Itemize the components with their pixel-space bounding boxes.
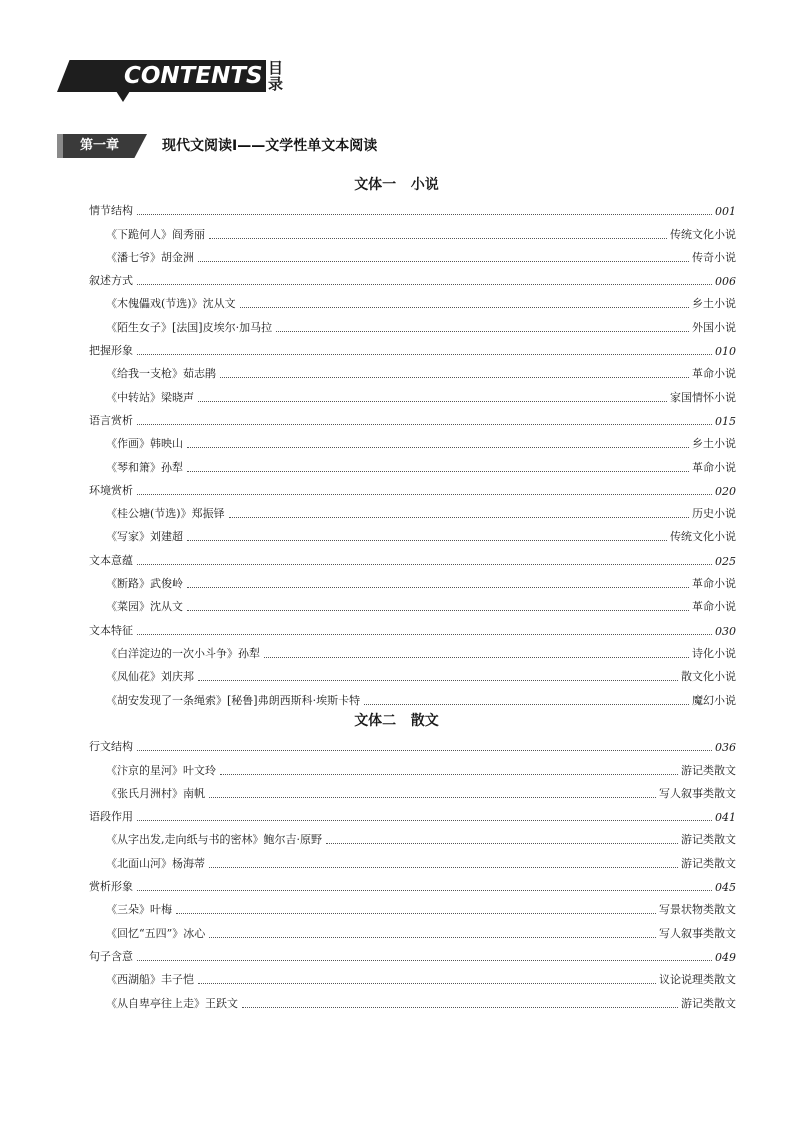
page-number: 025 bbox=[715, 554, 736, 568]
dot-leader bbox=[176, 912, 656, 914]
topic-title: 句子含意 bbox=[89, 949, 133, 963]
item-title: 《琴和箫》孙犁 bbox=[106, 460, 183, 474]
dot-leader bbox=[137, 819, 712, 821]
page-number: 001 bbox=[715, 205, 736, 219]
toc-item-row[interactable] bbox=[89, 428, 736, 451]
item-title: 《木傀儡戏(节选)》沈从文 bbox=[106, 297, 236, 311]
item-title: 《作画》韩映山 bbox=[106, 437, 183, 451]
item-genre: 传统文化小说 bbox=[670, 530, 736, 544]
toc-item-row[interactable] bbox=[89, 894, 736, 917]
contents-title: CONTENTS bbox=[124, 63, 263, 89]
toc-item-row[interactable] bbox=[89, 661, 736, 684]
item-title: 《给我一支枪》茹志鹃 bbox=[106, 367, 216, 381]
item-title: 《白洋淀边的一次小斗争》孙犁 bbox=[106, 646, 260, 660]
topic-title: 赏析形象 bbox=[89, 880, 133, 894]
contents-title-cn: 目录 bbox=[268, 59, 284, 93]
item-title: 《菜园》沈从文 bbox=[106, 600, 183, 614]
toc-topic-row[interactable] bbox=[89, 801, 736, 824]
toc-item-row[interactable] bbox=[89, 778, 736, 801]
dot-leader bbox=[364, 703, 689, 705]
item-genre: 魔幻小说 bbox=[692, 693, 736, 707]
item-genre: 游记类散文 bbox=[681, 833, 736, 847]
dot-leader bbox=[187, 470, 689, 472]
dot-leader bbox=[209, 866, 678, 868]
dot-leader bbox=[198, 982, 656, 984]
item-genre: 革命小说 bbox=[692, 460, 736, 474]
page-number: 045 bbox=[715, 881, 736, 895]
topic-title: 文本特征 bbox=[89, 623, 133, 637]
item-genre: 游记类散文 bbox=[681, 763, 736, 777]
dot-leader bbox=[276, 330, 689, 332]
topic-title: 情节结构 bbox=[89, 204, 133, 218]
toc-topic-row[interactable] bbox=[89, 195, 736, 218]
toc-topic-row[interactable] bbox=[89, 614, 736, 637]
item-genre: 游记类散文 bbox=[681, 856, 736, 870]
item-title: 《中转站》梁晓声 bbox=[106, 390, 194, 404]
toc-item-row[interactable] bbox=[89, 847, 736, 870]
dot-leader bbox=[264, 656, 689, 658]
toc-item-row[interactable] bbox=[89, 917, 736, 940]
item-genre: 散文化小说 bbox=[681, 670, 736, 684]
dot-leader bbox=[242, 1006, 678, 1008]
dot-leader bbox=[198, 400, 667, 402]
item-title: 《下跪何人》阎秀丽 bbox=[106, 227, 205, 241]
dot-leader bbox=[187, 609, 689, 611]
dot-leader bbox=[220, 376, 689, 378]
item-genre: 革命小说 bbox=[692, 367, 736, 381]
toc-item-row[interactable] bbox=[89, 288, 736, 311]
section-heading: 文体一 小说 bbox=[354, 177, 439, 193]
dot-leader bbox=[137, 283, 712, 285]
topic-title: 文本意蕴 bbox=[89, 553, 133, 567]
toc-item-row[interactable] bbox=[89, 638, 736, 661]
dot-leader bbox=[137, 423, 712, 425]
toc-topic-row[interactable] bbox=[89, 544, 736, 567]
topic-title: 环境赏析 bbox=[89, 483, 133, 497]
dot-leader bbox=[209, 796, 656, 798]
item-genre: 写景状物类散文 bbox=[659, 903, 736, 917]
toc-list bbox=[89, 195, 736, 708]
dot-leader bbox=[229, 516, 689, 518]
banner-notch bbox=[116, 91, 130, 102]
dot-leader bbox=[240, 306, 689, 308]
item-title: 《北面山河》杨海蒂 bbox=[106, 856, 205, 870]
chapter-title: 现代文阅读Ⅰ——文学性单文本阅读 bbox=[162, 138, 378, 154]
page-number: 049 bbox=[715, 950, 736, 964]
toc-item-row[interactable] bbox=[89, 964, 736, 987]
item-genre: 乡土小说 bbox=[692, 437, 736, 451]
page-number: 015 bbox=[715, 414, 736, 428]
dot-leader bbox=[137, 633, 712, 635]
toc-topic-row[interactable] bbox=[89, 871, 736, 894]
dot-leader bbox=[137, 353, 712, 355]
toc-item-row[interactable] bbox=[89, 218, 736, 241]
item-genre: 革命小说 bbox=[692, 600, 736, 614]
toc-item-row[interactable] bbox=[89, 824, 736, 847]
dot-leader bbox=[137, 889, 712, 891]
toc-item-row[interactable] bbox=[89, 358, 736, 381]
item-genre: 革命小说 bbox=[692, 577, 736, 591]
item-genre: 议论说理类散文 bbox=[659, 973, 736, 987]
toc-item-row[interactable] bbox=[89, 311, 736, 334]
topic-title: 行文结构 bbox=[89, 740, 133, 754]
topic-title: 把握形象 bbox=[89, 344, 133, 358]
item-genre: 游记类散文 bbox=[681, 996, 736, 1010]
toc-topic-row[interactable] bbox=[89, 405, 736, 428]
toc-item-row[interactable] bbox=[89, 591, 736, 614]
page-number: 020 bbox=[715, 484, 736, 498]
item-genre: 乡土小说 bbox=[692, 297, 736, 311]
item-title: 《回忆“五四”》冰心 bbox=[106, 926, 206, 940]
item-title: 《汴京的星河》叶文玲 bbox=[106, 763, 216, 777]
page-number: 041 bbox=[715, 811, 736, 825]
item-genre: 写人叙事类散文 bbox=[659, 786, 736, 800]
toc-topic-row[interactable] bbox=[89, 265, 736, 288]
item-title: 《西湖船》丰子恺 bbox=[106, 973, 194, 987]
page-number: 036 bbox=[715, 741, 736, 755]
dot-leader bbox=[198, 260, 689, 262]
dot-leader bbox=[187, 539, 667, 541]
item-title: 《张氏月洲村》南帆 bbox=[106, 786, 205, 800]
toc-item-row[interactable] bbox=[89, 242, 736, 265]
item-title: 《三朵》叶梅 bbox=[106, 903, 172, 917]
dot-leader bbox=[209, 237, 667, 239]
item-title: 《潘七爷》胡金洲 bbox=[106, 250, 194, 264]
toc-topic-row[interactable] bbox=[89, 475, 736, 498]
page-number: 010 bbox=[715, 345, 736, 359]
item-genre: 传奇小说 bbox=[692, 250, 736, 264]
toc-topic-row[interactable] bbox=[89, 941, 736, 964]
toc-item-row[interactable] bbox=[89, 568, 736, 591]
topic-title: 叙述方式 bbox=[89, 274, 133, 288]
dot-leader bbox=[198, 679, 678, 681]
dot-leader bbox=[137, 959, 712, 961]
item-title: 《胡安发现了一条绳索》[秘鲁]弗朗西斯科·埃斯卡特 bbox=[106, 693, 361, 707]
item-title: 《从自卑亭往上走》王跃文 bbox=[106, 996, 238, 1010]
item-title: 《陌生女子》[法国]皮埃尔·加马拉 bbox=[106, 320, 273, 334]
item-genre: 家国情怀小说 bbox=[670, 390, 736, 404]
section-heading: 文体二 散文 bbox=[354, 713, 439, 729]
toc-topic-row[interactable] bbox=[89, 335, 736, 358]
toc-item-row[interactable] bbox=[89, 451, 736, 474]
toc-item-row[interactable] bbox=[89, 754, 736, 777]
toc-topic-row[interactable] bbox=[89, 731, 736, 754]
item-title: 《桂公塘(节选)》郑振铎 bbox=[106, 507, 225, 521]
item-genre: 写人叙事类散文 bbox=[659, 926, 736, 940]
topic-title: 语段作用 bbox=[89, 810, 133, 824]
dot-leader bbox=[137, 493, 712, 495]
dot-leader bbox=[137, 213, 712, 215]
page-number: 006 bbox=[715, 275, 736, 289]
dot-leader bbox=[137, 749, 712, 751]
toc-item-row[interactable] bbox=[89, 684, 736, 707]
dot-leader bbox=[326, 842, 678, 844]
dot-leader bbox=[187, 446, 689, 448]
chapter-badge-stripe bbox=[57, 134, 63, 158]
toc-item-row[interactable] bbox=[89, 498, 736, 521]
dot-leader bbox=[209, 936, 656, 938]
dot-leader bbox=[220, 773, 678, 775]
dot-leader bbox=[137, 563, 712, 565]
page-number: 030 bbox=[715, 624, 736, 638]
item-genre: 诗化小说 bbox=[692, 646, 736, 660]
toc-item-row[interactable] bbox=[89, 521, 736, 544]
dot-leader bbox=[187, 586, 689, 588]
toc-item-row[interactable] bbox=[89, 381, 736, 404]
chapter-label: 第一章 bbox=[80, 138, 120, 153]
topic-title: 语言赏析 bbox=[89, 413, 133, 427]
toc-list bbox=[89, 731, 736, 1011]
item-genre: 历史小说 bbox=[692, 507, 736, 521]
item-title: 《断路》武俊岭 bbox=[106, 577, 183, 591]
toc-item-row[interactable] bbox=[89, 987, 736, 1010]
item-genre: 外国小说 bbox=[692, 320, 736, 334]
item-title: 《写家》刘建超 bbox=[106, 530, 183, 544]
item-title: 《从字出发,走向纸与书的密林》鲍尔吉·原野 bbox=[106, 833, 322, 847]
item-title: 《凤仙花》刘庆邦 bbox=[106, 670, 194, 684]
item-genre: 传统文化小说 bbox=[670, 227, 736, 241]
